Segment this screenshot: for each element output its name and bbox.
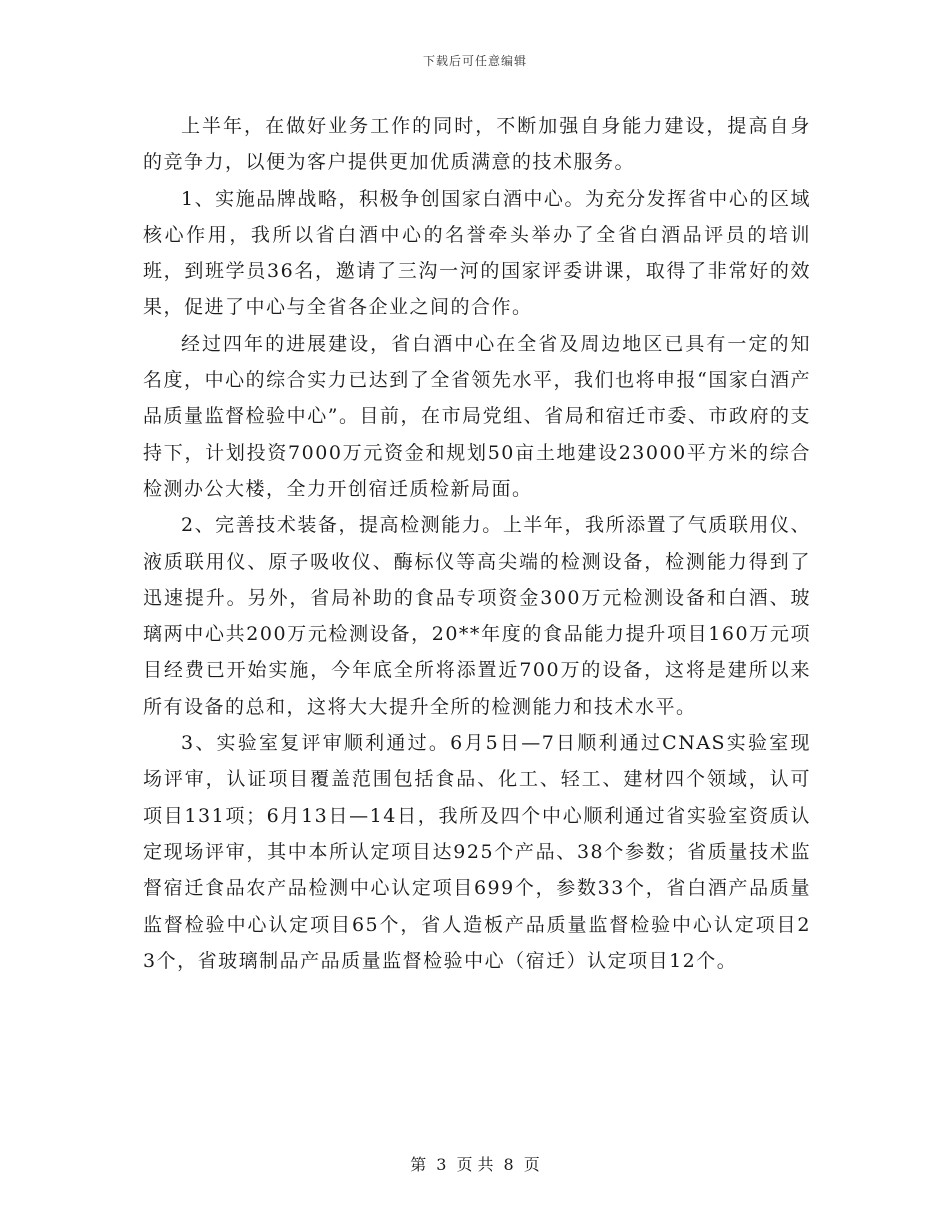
page-number: 3	[436, 1155, 447, 1174]
footer-suffix: 页	[523, 1155, 540, 1174]
document-body	[143, 108, 811, 979]
page-total: 8	[503, 1155, 514, 1174]
paragraph-equipment: 2、完善技术装备，提高检测能力。上半年，我所添置了气质联用仪、液质联用仪、原子吸收仪、酶标仪等高尖端的检测设备，检测能力得到了迅速提升。另外，省局补助的食品专项资金300万元检测设备和白酒、玻璃两中心共200万元检测设备，20**年度的食品能力提升项目160万元项目经费已开始实施，今年底全所将添置近700万的设备，这将是建所以来所有设备的总和，这将大大提升全所的检测能力和技术水平。	[143, 514, 811, 718]
paragraph-brand-strategy: 1、实施品牌战略，积极争创国家白酒中心。为充分发挥省中心的区域核心作用，我所以省白酒中心的名誉牵头举办了全省白酒品评员的培训班，到班学员36名，邀请了三沟一河的国家评委讲课，取得了非常好的效果，促进了中心与全省各企业之间的合作。	[143, 187, 811, 319]
paragraph-lab-review: 3、实验室复评审顺利通过。6月5日—7日顺利通过CNAS实验室现场评审，认证项目覆盖范围包括食品、化工、轻工、建材四个领域，认可项目131项；6月13日—14日，我所及四个中心顺利通过省实验室资质认定现场评审，其中本所认定项目达925个产品、38个参数；省质量技术监督宿迁食品农产品检测中心认定项目699个，参数33个，省白酒产品质量监督检验中心认定项目65个，省人造板产品质量监督检验中心认定项目23个，省玻璃制品产品质量监督检验中心（宿迁）认定项目12个。	[143, 732, 811, 972]
footer-middle: 页 共	[456, 1155, 494, 1174]
page-header: 下载后可任意编辑	[422, 54, 527, 68]
page-footer	[0, 1152, 950, 1175]
paragraph-development: 经过四年的进展建设，省白酒中心在全省及周边地区已具有一定的知名度，中心的综合实力已达到了全省领先水平，我们也将申报“国家白酒产品质量监督检验中心”。目前，在市局党组、省局和宿迁市委、市政府的支持下，计划投资7000万元资金和规划50亩土地建设23000平方米的综合检测办公大楼，全力开创宿迁质检新局面。	[143, 332, 811, 500]
paragraph-intro: 上半年，在做好业务工作的同时，不断加强自身能力建设，提高自身的竞争力，以便为客户提供更加优质满意的技术服务。	[143, 115, 811, 174]
footer-prefix: 第	[410, 1155, 427, 1174]
